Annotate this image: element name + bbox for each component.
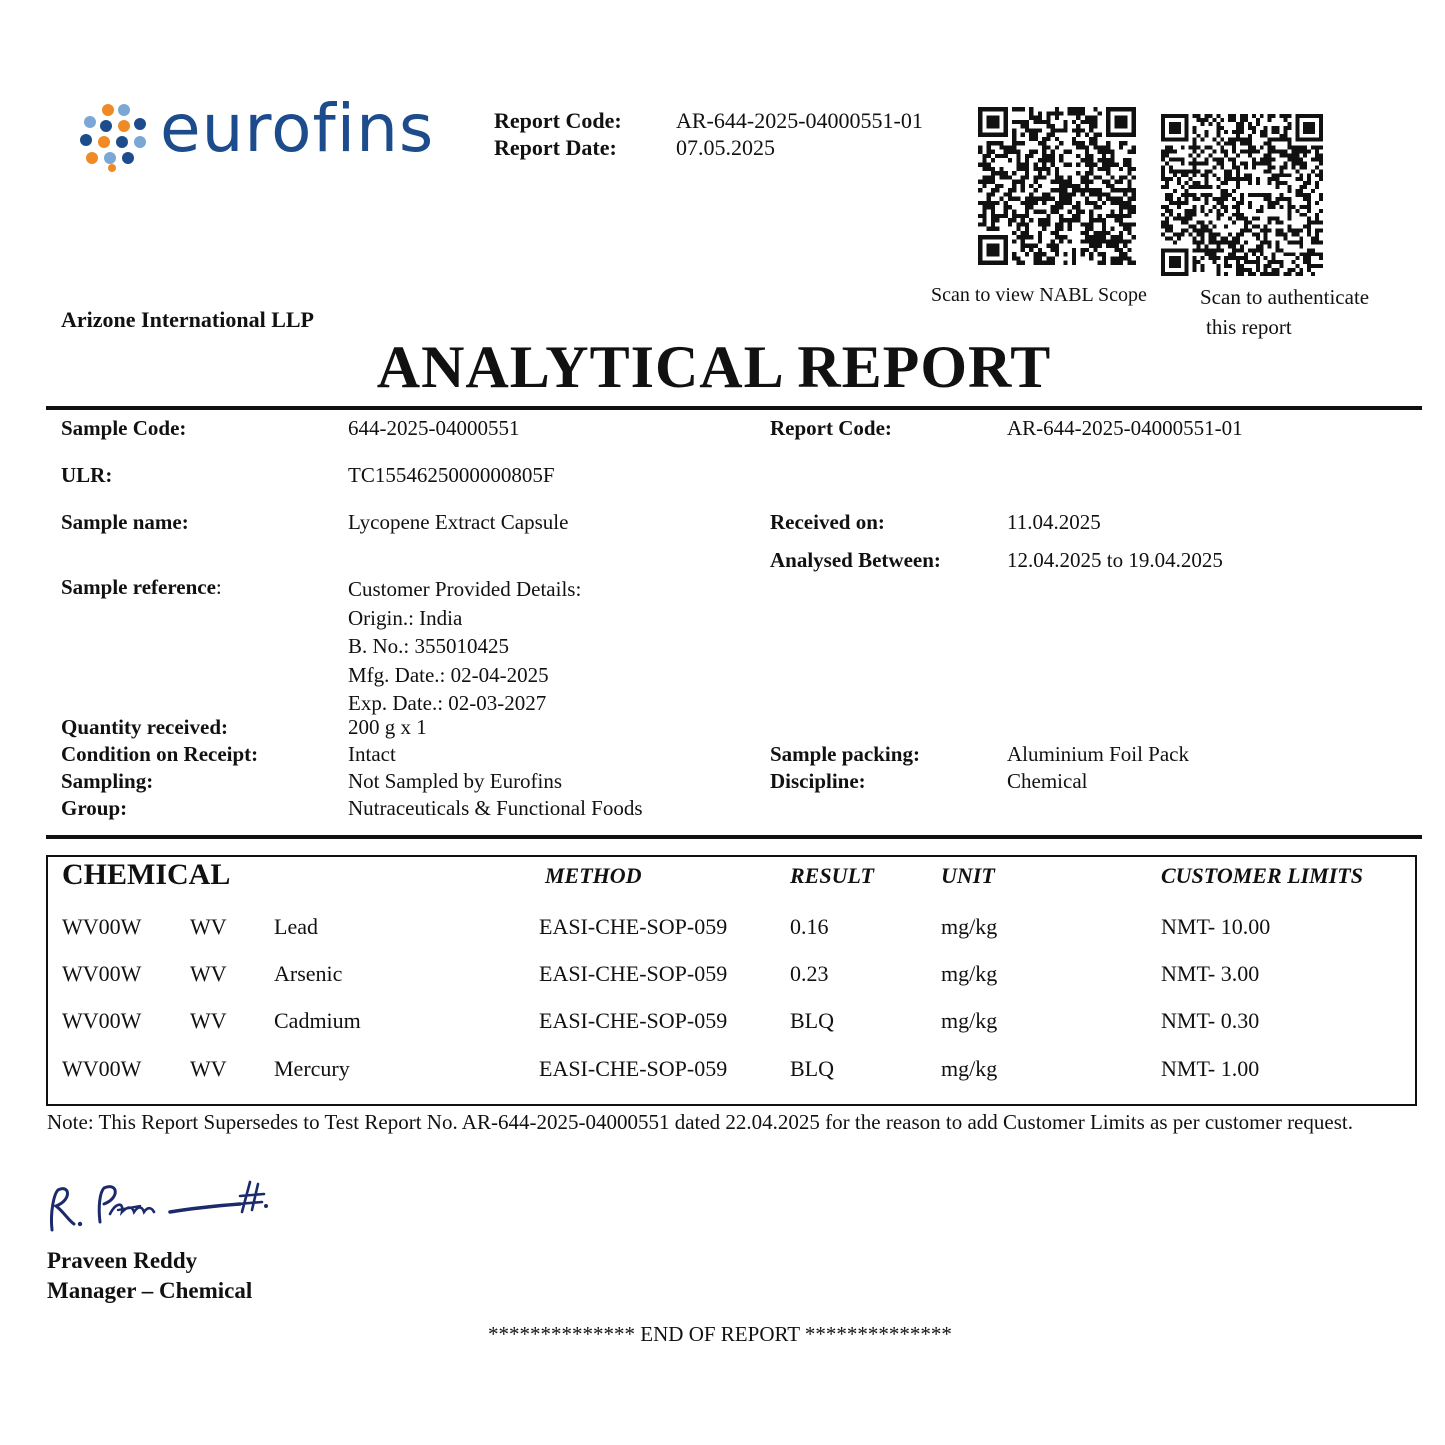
receipt-values (348, 714, 643, 822)
packing-labels (770, 741, 920, 795)
row-unit: mg/kg (941, 961, 998, 986)
group-label: Group: (61, 796, 128, 820)
report-title: ANALYTICAL REPORT (376, 334, 1052, 400)
sample-reference-label-wrap (61, 575, 222, 600)
row-result: BLQ (790, 1008, 834, 1033)
row-result: 0.16 (790, 914, 829, 939)
sample-reference-list (348, 575, 581, 718)
sample-reference-line: Mfg. Date.: 02-04-2025 (348, 662, 549, 687)
row-parameter: Mercury (274, 1056, 350, 1081)
unit-column-header: UNIT (941, 863, 995, 888)
received-on-value: 11.04.2025 (1007, 510, 1101, 534)
row-unit: mg/kg (941, 914, 998, 939)
row-matrix: WV (190, 961, 227, 986)
row-code: WV00W (62, 961, 142, 986)
report-code-value: AR-644-2025-04000551-01 (1007, 416, 1243, 440)
header-report-code-label: Report Code: (494, 108, 622, 133)
authenticate-report-qr-code[interactable] (1161, 114, 1323, 276)
sampling-label: Sampling: (61, 769, 154, 793)
sample-code-value: 644-2025-04000551 (348, 416, 520, 440)
eurofins-logo-dots-icon (78, 102, 148, 172)
sample-name-label: Sample name: (61, 510, 189, 534)
packing-values (1007, 741, 1189, 795)
results-section-title: CHEMICAL (62, 858, 231, 891)
supersede-note: Note: This Report Supersedes to Test Report No. AR-644-2025-04000551 dated 22.04.2025 for the reason to add Customer Limits as per customer request. (47, 1110, 1353, 1134)
row-limit: NMT- 3.00 (1161, 961, 1260, 986)
customer-name: Arizone International LLP (61, 307, 314, 332)
sample-packing-label: Sample packing: (770, 742, 920, 766)
sample-reference-colon: : (215, 575, 222, 599)
row-code: WV00W (62, 914, 142, 939)
row-code: WV00W (62, 1008, 142, 1033)
discipline-value: Chemical (1007, 769, 1088, 793)
sample-name-value: Lycopene Extract Capsule (348, 510, 569, 534)
row-matrix: WV (190, 1056, 227, 1081)
row-limit: NMT- 10.00 (1161, 914, 1271, 939)
sample-reference-label: Sample reference (61, 575, 216, 599)
row-result: 0.23 (790, 961, 829, 986)
group-value: Nutraceuticals & Functional Foods (348, 796, 643, 820)
sample-reference-line: Customer Provided Details: (348, 577, 582, 601)
header-report-date-label: Report Date: (494, 135, 617, 160)
quantity-received-label: Quantity received: (61, 715, 228, 739)
eurofins-logo (78, 90, 435, 173)
row-unit: mg/kg (941, 1008, 998, 1033)
row-matrix: WV (190, 914, 227, 939)
signatory-name: Praveen Reddy (47, 1248, 198, 1273)
condition-label: Condition on Receipt: (61, 742, 259, 766)
quantity-received-value: 200 g x 1 (348, 715, 427, 739)
header-report-date-value: 07.05.2025 (676, 135, 775, 160)
analysed-between-label: Analysed Between: (770, 548, 941, 572)
header-report-code-value: AR-644-2025-04000551-01 (676, 108, 923, 133)
customer-limits-column-header: CUSTOMER LIMITS (1161, 863, 1363, 888)
sample-reference-line: Exp. Date.: 02-03-2027 (348, 691, 547, 715)
signature-image (44, 1172, 276, 1242)
receipt-labels (61, 714, 258, 822)
top-divider (46, 406, 1422, 410)
eurofins-wordmark: eurofins (160, 90, 435, 167)
discipline-label: Discipline: (770, 769, 866, 793)
ulr-label: ULR: (61, 463, 113, 487)
condition-value: Intact (348, 742, 396, 766)
result-column-header: RESULT (790, 863, 874, 888)
auth-qr-caption-line1: Scan to authenticate (1200, 285, 1370, 309)
auth-qr-caption-line2: this report (1206, 315, 1292, 339)
sample-reference-line: B. No.: 355010425 (348, 634, 510, 658)
signatory-title: Manager – Chemical (47, 1278, 253, 1303)
sampling-value: Not Sampled by Eurofins (348, 769, 563, 793)
report-code-label: Report Code: (770, 416, 892, 440)
qr-code-icon (978, 107, 1136, 265)
row-result: BLQ (790, 1056, 834, 1081)
row-parameter: Cadmium (274, 1008, 361, 1033)
row-method: EASI-CHE-SOP-059 (539, 961, 728, 986)
sample-code-label: Sample Code: (61, 416, 187, 440)
row-method: EASI-CHE-SOP-059 (539, 914, 728, 939)
row-limit: NMT- 0.30 (1161, 1008, 1260, 1033)
row-parameter: Lead (274, 914, 318, 939)
row-limit: NMT- 1.00 (1161, 1056, 1260, 1081)
row-unit: mg/kg (941, 1056, 998, 1081)
nabl-scope-qr-code[interactable] (978, 107, 1136, 265)
sample-packing-value: Aluminium Foil Pack (1007, 742, 1190, 766)
analysed-between-value: 12.04.2025 to 19.04.2025 (1007, 548, 1223, 572)
qr-code-icon (1161, 114, 1323, 276)
sample-reference-line: Origin.: India (348, 605, 463, 630)
method-column-header: METHOD (545, 863, 642, 888)
received-on-label: Received on: (770, 510, 885, 534)
nabl-qr-caption: Scan to view NABL Scope (931, 284, 1147, 306)
row-matrix: WV (190, 1008, 227, 1033)
end-of-report: ************** END OF REPORT ************** (488, 1322, 952, 1346)
row-parameter: Arsenic (274, 961, 343, 986)
bottom-divider (46, 835, 1422, 839)
ulr-value: TC1554625000000805F (348, 463, 555, 487)
row-method: EASI-CHE-SOP-059 (539, 1008, 728, 1033)
row-method: EASI-CHE-SOP-059 (539, 1056, 728, 1081)
row-code: WV00W (62, 1056, 142, 1081)
